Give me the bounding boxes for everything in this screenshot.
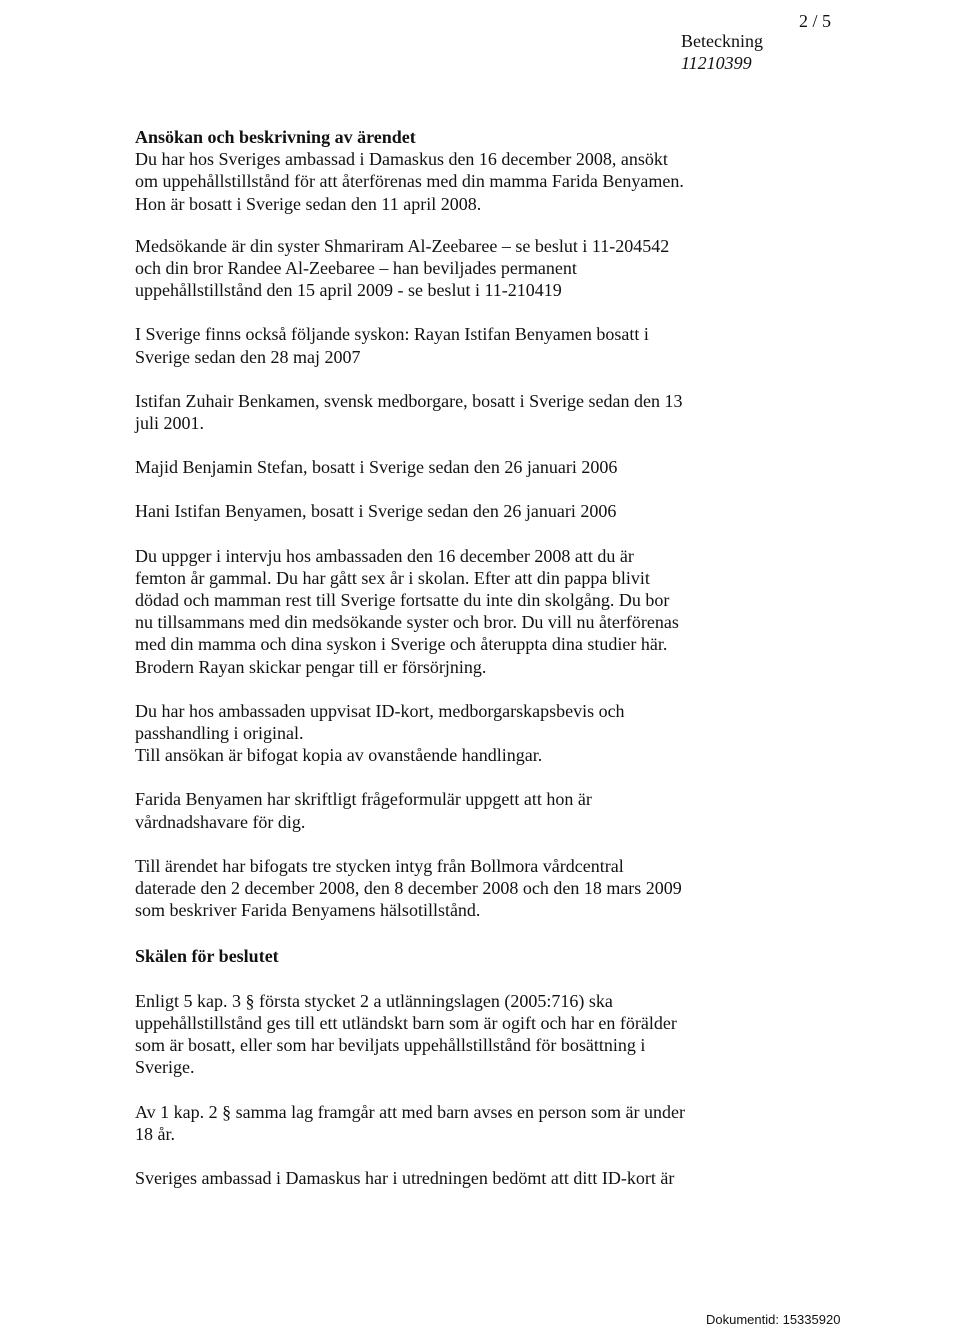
- text-line: vårdnadshavare för dig.: [135, 811, 306, 832]
- paragraph: [135, 500, 775, 522]
- text-line: Sverige.: [135, 1057, 195, 1078]
- text-line: Till ansökan är bifogat kopia av ovanstående handlingar.: [135, 745, 543, 766]
- designation-number: 11210399: [681, 53, 752, 73]
- paragraph: [135, 456, 775, 478]
- text-line: Sverige sedan den 28 maj 2007: [135, 346, 361, 367]
- text-line: Till ärendet har bifogats tre stycken intyg från Bollmora vårdcentral: [135, 855, 624, 876]
- text-line: I Sverige finns också följande syskon: Rayan Istifan Benyamen bosatt i: [135, 324, 649, 345]
- document-id: Dokumentid: 15335920: [706, 1312, 841, 1327]
- designation-block: [681, 30, 763, 74]
- paragraph: [135, 148, 775, 215]
- paragraph: [135, 1167, 775, 1189]
- section-heading-reasons: Skälen för beslutet: [135, 946, 279, 967]
- text-line: Du har hos Sveriges ambassad i Damaskus den 16 december 2008, ansökt: [135, 149, 668, 170]
- text-line: Av 1 kap. 2 § samma lag framgår att med barn avses en person som är under: [135, 1101, 685, 1122]
- text-line: uppehållstillstånd ges till ett utländskt barn som är ogift och har en förälder: [135, 1012, 677, 1033]
- text-line: Farida Benyamen har skriftligt frågeformulär uppgett att hon är: [135, 789, 592, 810]
- paragraph: [135, 855, 775, 922]
- paragraph: [135, 323, 775, 367]
- text-line: passhandling i original.: [135, 723, 304, 744]
- text-line: Du har hos ambassaden uppvisat ID-kort, medborgarskapsbevis och: [135, 700, 625, 721]
- text-line: som beskriver Farida Benyamens hälsotillstånd.: [135, 900, 481, 921]
- paragraph: [135, 1101, 775, 1145]
- text-line: juli 2001.: [135, 413, 205, 434]
- text-line: som är bosatt, eller som har beviljats uppehållstillstånd för bosättning i: [135, 1035, 646, 1056]
- paragraph: [135, 235, 775, 302]
- text-line: och din bror Randee Al-Zeebaree – han beviljades permanent: [135, 258, 577, 279]
- text-line: Sveriges ambassad i Damaskus har i utredningen bedömt att ditt ID-kort är: [135, 1167, 675, 1188]
- designation-label: Beteckning: [681, 31, 763, 51]
- section-heading-application: Ansökan och beskrivning av ärendet: [135, 127, 416, 147]
- paragraph: [135, 700, 775, 767]
- text-line: Medsökande är din syster Shmariram Al-Zeebaree – se beslut i 11-204542: [135, 235, 670, 256]
- text-line: Istifan Zuhair Benkamen, svensk medborgare, bosatt i Sverige sedan den 13: [135, 390, 683, 411]
- text-line: Enligt 5 kap. 3 § första stycket 2 a utlänningslagen (2005:716) ska: [135, 990, 613, 1011]
- paragraph: [135, 788, 775, 832]
- text-line: daterade den 2 december 2008, den 8 december 2008 och den 18 mars 2009: [135, 878, 682, 899]
- text-line: Brodern Rayan skickar pengar till er försörjning.: [135, 656, 487, 677]
- paragraph: [135, 990, 775, 1079]
- text-line: Majid Benjamin Stefan, bosatt i Sverige sedan den 26 januari 2006: [135, 457, 618, 478]
- text-line: om uppehållstillstånd för att återförenas med din mamma Farida Benyamen.: [135, 171, 684, 192]
- document-body: [135, 126, 775, 1189]
- text-line: uppehållstillstånd den 15 april 2009 - se beslut i 11-210419: [135, 280, 562, 301]
- paragraph: [135, 390, 775, 434]
- text-line: Du uppger i intervju hos ambassaden den 16 december 2008 att du är: [135, 545, 634, 566]
- paragraph: [135, 545, 775, 678]
- page-number: 2 / 5: [799, 11, 832, 31]
- text-line: med din mamma och dina syskon i Sverige och återuppta dina studier här.: [135, 634, 668, 655]
- text-line: femton år gammal. Du har gått sex år i skolan. Efter att din pappa blivit: [135, 567, 650, 588]
- text-line: dödad och mamman rest till Sverige fortsatte du inte din skolgång. Du bor: [135, 590, 670, 611]
- text-line: Hani Istifan Benyamen, bosatt i Sverige sedan den 26 januari 2006: [135, 501, 617, 522]
- text-line: 18 år.: [135, 1123, 175, 1144]
- text-line: nu tillsammans med din medsökande syster och bror. Du vill nu återförenas: [135, 612, 679, 633]
- text-line: Hon är bosatt i Sverige sedan den 11 april 2008.: [135, 193, 482, 214]
